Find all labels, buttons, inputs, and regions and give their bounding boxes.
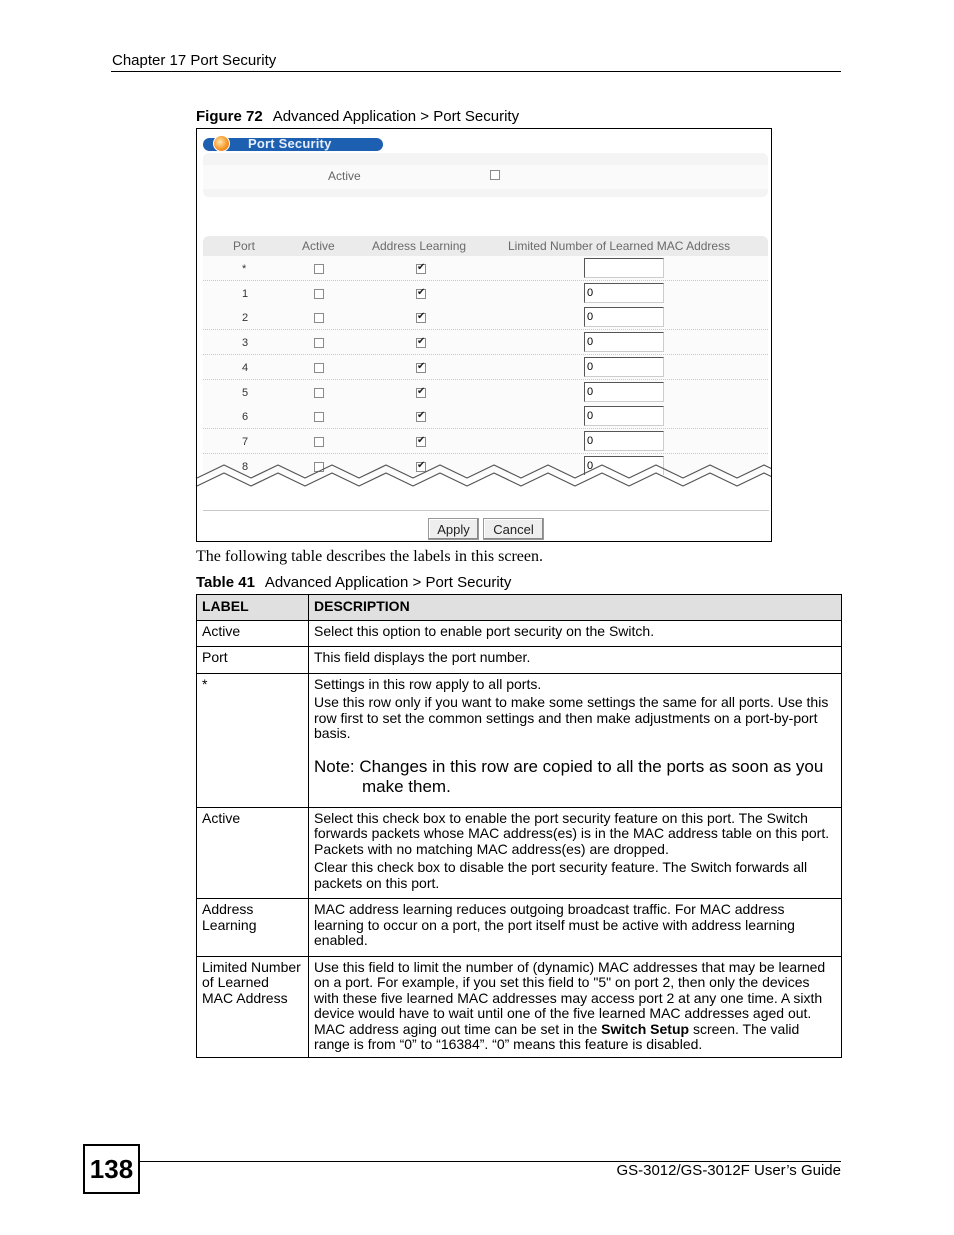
port-active-checkbox[interactable] xyxy=(314,363,324,373)
table-row xyxy=(197,647,842,674)
port-row xyxy=(203,429,768,454)
mac-limit-input[interactable]: 0 xyxy=(584,307,664,327)
global-active-label: Active xyxy=(328,169,361,183)
port-active-checkbox[interactable] xyxy=(314,338,324,348)
address-learning-checkbox[interactable] xyxy=(416,289,426,299)
address-learning-checkbox[interactable] xyxy=(416,412,426,422)
port-security-screenshot xyxy=(196,128,772,542)
port-row xyxy=(203,330,768,355)
port-number: 1 xyxy=(242,287,249,300)
cancel-button[interactable]: Cancel xyxy=(483,518,544,540)
figure-title: Advanced Application > Port Security xyxy=(272,108,520,125)
description-text: Clear this check box to disable the port security feature. The Switch forwards all packets on this port. xyxy=(314,859,808,891)
port-number: 3 xyxy=(242,337,249,350)
global-active-panel xyxy=(203,153,768,197)
port-number: 2 xyxy=(242,312,249,325)
mac-limit-input[interactable]: 0 xyxy=(584,357,664,377)
description-text: This field displays the port number. xyxy=(314,649,531,665)
chapter-header: Chapter 17 Port Security xyxy=(112,52,277,69)
footer-rule xyxy=(203,510,769,511)
apply-button[interactable]: Apply xyxy=(428,518,479,540)
row-description xyxy=(309,647,842,674)
description-text: Use this row only if you want to make some settings the same for all ports. Use this row first to set the common settings and then make adjustments on a port-by-port basis. xyxy=(314,694,829,741)
header-label: LABEL xyxy=(197,595,309,621)
port-number: 6 xyxy=(242,411,249,424)
port-row xyxy=(203,281,768,306)
figure-caption xyxy=(196,108,519,125)
note-text: Note: Changes in this row are copied to all the ports as soon as you make them. xyxy=(314,756,824,796)
table-number: Table 41 xyxy=(196,574,255,591)
port-row xyxy=(203,404,768,429)
row-description xyxy=(309,899,842,957)
port-row xyxy=(203,380,768,405)
port-active-checkbox[interactable] xyxy=(314,264,324,274)
port-number: 8 xyxy=(242,460,249,473)
address-learning-checkbox[interactable] xyxy=(416,437,426,447)
description-text: Select this option to enable port security on the Switch. xyxy=(314,622,655,639)
row-description xyxy=(309,620,842,647)
description-text: Settings in this row apply to all ports. xyxy=(314,675,542,692)
row-label: * xyxy=(197,673,309,807)
port-row xyxy=(203,355,768,380)
address-learning-checkbox[interactable] xyxy=(416,313,426,323)
figure-number: Figure 72 xyxy=(196,108,263,125)
col-active: Active xyxy=(302,239,335,253)
mac-limit-input[interactable]: 0 xyxy=(584,332,664,352)
table-row xyxy=(197,956,842,1057)
header-rule xyxy=(111,71,841,72)
row-label: Active xyxy=(197,807,309,899)
table-row xyxy=(197,673,842,807)
address-learning-checkbox[interactable] xyxy=(416,338,426,348)
row-label: Address Learning xyxy=(197,899,309,957)
col-address-learning: Address Learning xyxy=(372,239,467,253)
col-port: Port xyxy=(233,239,256,253)
port-active-checkbox[interactable] xyxy=(314,437,324,447)
mac-limit-input[interactable] xyxy=(584,258,664,278)
description-text: Select this check box to enable the port security feature on this port. The Switch forwards packets whose MAC address(es) is in the MAC address table on this port. Packets with no matching MAC address(es) are dropped. xyxy=(314,809,830,857)
address-learning-checkbox[interactable] xyxy=(416,363,426,373)
address-learning-checkbox[interactable] xyxy=(416,388,426,398)
mac-limit-input[interactable]: 0 xyxy=(584,456,664,476)
global-active-checkbox[interactable] xyxy=(490,170,500,180)
port-active-checkbox[interactable] xyxy=(314,412,324,422)
switch-setup-ref: Switch Setup xyxy=(601,1020,690,1037)
port-number: * xyxy=(242,263,247,275)
description-text: Use this field to limit the number of (dynamic) MAC addresses that may be learned on a port. For example, if you set this field to "5" on port 2, then only the devices with these five learned MAC addresses may access port 2 at any one time. A sixth device would have to wait until one of the five learned MAC addresses aged out. MAC address aging out time can be set in the Switch Setup screen. The valid range is from “0” to “16384”. “0” means this feature is disabled. xyxy=(314,958,826,1052)
header-description: DESCRIPTION xyxy=(309,595,842,621)
description-table xyxy=(196,594,842,1058)
mac-limit-input[interactable]: 0 xyxy=(584,406,664,426)
row-description xyxy=(309,956,842,1057)
port-row xyxy=(203,305,768,330)
port-number: 4 xyxy=(242,361,249,374)
port-number: 7 xyxy=(242,435,249,448)
col-limited-mac: Limited Number of Learned MAC Address xyxy=(508,239,731,253)
table-row xyxy=(197,899,842,957)
row-description xyxy=(309,673,842,807)
port-active-checkbox[interactable] xyxy=(314,388,324,398)
table-caption xyxy=(196,574,511,591)
mac-limit-input[interactable]: 0 xyxy=(584,382,664,402)
mac-limit-input[interactable]: 0 xyxy=(584,431,664,451)
port-active-checkbox[interactable] xyxy=(314,289,324,299)
port-number: 5 xyxy=(242,386,249,399)
port-row xyxy=(203,256,768,281)
orb-icon xyxy=(213,135,230,152)
cut-off-zigzag xyxy=(197,460,772,503)
row-label: Active xyxy=(197,620,309,647)
mac-limit-input[interactable]: 0 xyxy=(584,283,664,303)
row-label: Limited Number of Learned MAC Address xyxy=(197,956,309,1057)
row-label: Port xyxy=(197,647,309,674)
page-number: 138 xyxy=(83,1144,140,1194)
intro-text: The following table describes the labels in this screen. xyxy=(196,548,544,565)
guide-title: GS-3012/GS-3012F User’s Guide xyxy=(616,1162,841,1179)
address-learning-checkbox[interactable] xyxy=(416,264,426,274)
row-description xyxy=(309,807,842,899)
table-title: Advanced Application > Port Security xyxy=(264,574,512,591)
port-active-checkbox[interactable] xyxy=(314,313,324,323)
description-text: MAC address learning reduces outgoing broadcast traffic. For MAC address learning to occur on a port, the port itself must be active with address learning enabled. xyxy=(314,901,795,948)
screen-title: Port Security xyxy=(248,136,332,151)
table-row xyxy=(197,807,842,899)
table-row xyxy=(197,620,842,647)
